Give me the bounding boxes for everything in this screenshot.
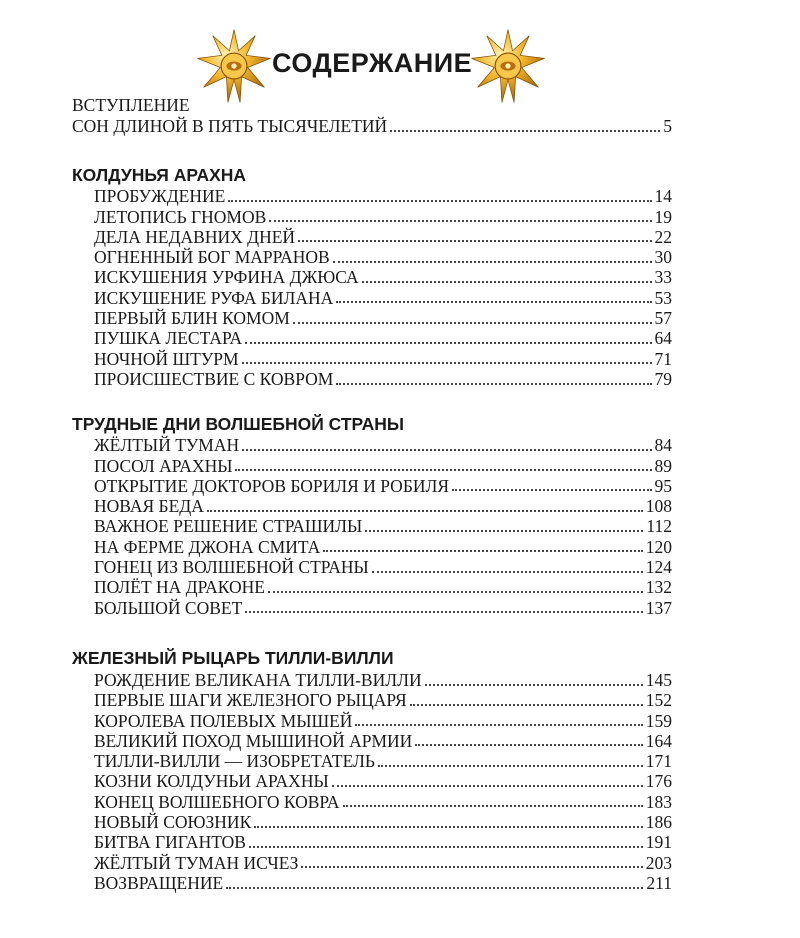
toc-entry[interactable]: [72, 873, 672, 893]
toc-entry[interactable]: [72, 578, 672, 598]
leader-dots: [242, 362, 652, 364]
toc-entry[interactable]: [72, 116, 672, 136]
toc-entry[interactable]: [72, 731, 672, 751]
entry-page: 30: [654, 247, 672, 268]
leader-dots: [268, 591, 643, 593]
entry-page: 84: [654, 435, 672, 456]
entry-title: ОГНЕННЫЙ БОГ МАРРАНОВ: [94, 247, 330, 268]
entry-title: ЛЕТОПИСЬ ГНОМОВ: [94, 206, 267, 227]
entry-page: 152: [645, 690, 672, 711]
toc-entry[interactable]: [72, 187, 672, 207]
entry-title: ВАЖНОЕ РЕШЕНИЕ СТРАШИЛЫ: [94, 516, 363, 537]
entry-title: ПУШКА ЛЕСТАРА: [94, 328, 243, 349]
entry-page: 203: [645, 852, 672, 873]
entry-page: 14: [654, 186, 672, 207]
entry-title: НОВАЯ БЕДА: [94, 496, 204, 517]
entry-page: 33: [654, 267, 672, 288]
entry-page: 145: [645, 669, 672, 690]
entry-page: 191: [645, 832, 672, 853]
leader-dots: [355, 724, 642, 726]
entry-title: ПРОБУЖДЕНИЕ: [94, 186, 226, 207]
entry-page: 171: [645, 751, 672, 772]
entry-page: 95: [654, 475, 672, 496]
entry-title: ПРОИСШЕСТВИЕ С КОВРОМ: [94, 368, 334, 389]
toc-entry[interactable]: [72, 670, 672, 690]
leader-dots: [452, 489, 651, 491]
leader-dots: [362, 281, 652, 283]
entry-page: 108: [645, 496, 672, 517]
leader-dots: [228, 200, 651, 202]
page-title: СОДЕРЖАНИЕ: [272, 48, 473, 78]
part-title: ЖЕЛЕЗНЫЙ РЫЦАРЬ ТИЛЛИ-ВИЛЛИ: [72, 648, 394, 669]
entry-title: ПЕРВЫЕ ШАГИ ЖЕЛЕЗНОГО РЫЦАРЯ: [94, 690, 407, 711]
part-title: КОЛДУНЬЯ АРАХНА: [72, 164, 247, 185]
entry-page: 211: [646, 872, 672, 893]
entry-page: 176: [645, 771, 672, 792]
entry-title: ИСКУШЕНИЕ РУФА БИЛАНА: [94, 287, 334, 308]
toc-entry[interactable]: [72, 247, 672, 267]
entry-title: ПОСОЛ АРАХНЫ: [94, 455, 233, 476]
entry-title: ПОЛЁТ НА ДРАКОНЕ: [94, 577, 265, 598]
toc-entry[interactable]: [72, 557, 672, 577]
part-chapter-list: [72, 670, 672, 893]
entry-title: СОН ДЛИНОЙ В ПЯТЬ ТЫСЯЧЕЛЕТИЙ: [72, 116, 388, 136]
entry-page: 112: [646, 516, 672, 537]
entry-page: 71: [654, 348, 672, 369]
part-title: ТРУДНЫЕ ДНИ ВОЛШЕБНОЙ СТРАНЫ: [72, 413, 405, 434]
entry-title: НА ФЕРМЕ ДЖОНА СМИТА: [94, 536, 321, 557]
entry-page: 5: [663, 116, 672, 136]
entry-page: 137: [645, 597, 672, 618]
toc-entry[interactable]: [72, 436, 672, 456]
leader-dots: [332, 785, 643, 787]
toc-entry[interactable]: [72, 329, 672, 349]
leader-dots: [235, 469, 651, 471]
toc-entry[interactable]: [72, 792, 672, 812]
toc-entry[interactable]: [72, 812, 672, 832]
star-emblem-icon: [470, 28, 546, 104]
leader-dots: [301, 866, 642, 868]
toc-entry[interactable]: [72, 772, 672, 792]
entry-title: ВЕЛИКИЙ ПОХОД МЫШИНОЙ АРМИИ: [94, 730, 413, 751]
toc-entry[interactable]: [72, 268, 672, 288]
toc-entry[interactable]: [72, 288, 672, 308]
entry-page: 64: [654, 328, 672, 349]
leader-dots: [254, 826, 643, 828]
entry-title: ГОНЕЦ ИЗ ВОЛШЕБНОЙ СТРАНЫ: [94, 557, 369, 578]
entry-title: ОТКРЫТИЕ ДОКТОРОВ БОРИЛЯ И РОБИЛЯ: [94, 475, 450, 496]
leader-dots: [293, 322, 652, 324]
entry-page: 19: [654, 206, 672, 227]
leader-dots: [226, 887, 643, 889]
entry-title: ТИЛЛИ-ВИЛЛИ — ИЗОБРЕТАТЕЛЬ: [94, 751, 375, 772]
toc-entry[interactable]: [72, 369, 672, 389]
toc-entry[interactable]: [72, 456, 672, 476]
leader-dots: [425, 684, 643, 686]
toc-entry[interactable]: [72, 476, 672, 496]
toc-entry[interactable]: [72, 308, 672, 328]
leader-dots: [336, 383, 651, 385]
entry-page: 183: [645, 791, 672, 812]
toc-entry[interactable]: [72, 496, 672, 516]
entry-title: НОЧНОЙ ШТУРМ: [94, 348, 239, 369]
entry-page: 186: [645, 812, 672, 833]
toc-entry[interactable]: [72, 711, 672, 731]
entry-page: 79: [654, 368, 672, 389]
entry-page: 89: [654, 455, 672, 476]
entry-title: КОНЕЦ ВОЛШЕБНОГО КОВРА: [94, 791, 340, 812]
entry-page: 164: [645, 730, 672, 751]
toc-entry[interactable]: [72, 349, 672, 369]
leader-dots: [333, 261, 652, 263]
leader-dots: [249, 846, 643, 848]
toc-entry[interactable]: [72, 227, 672, 247]
part-chapter-list: [72, 436, 672, 619]
entry-page: 57: [654, 308, 672, 329]
toc-entry[interactable]: [72, 833, 672, 853]
star-emblem-icon: [196, 28, 272, 104]
leader-dots: [245, 342, 651, 344]
entry-page: 22: [654, 226, 672, 247]
entry-title: ЖЁЛТЫЙ ТУМАН ИСЧЕЗ: [94, 852, 299, 873]
entry-title: БОЛЬШОЙ СОВЕТ: [94, 597, 243, 618]
entry-title: КОЗНИ КОЛДУНЬИ АРАХНЫ: [94, 771, 329, 792]
entry-page: 124: [645, 557, 672, 578]
entry-page: 120: [645, 536, 672, 557]
entry-title: КОРОЛЕВА ПОЛЕВЫХ МЫШЕЙ: [94, 710, 353, 731]
leader-dots: [390, 130, 660, 132]
entry-title: РОЖДЕНИЕ ВЕЛИКАНА ТИЛЛИ-ВИЛЛИ: [94, 669, 422, 690]
entry-title: БИТВА ГИГАНТОВ: [94, 832, 246, 853]
leader-dots: [372, 571, 643, 573]
part-chapter-list: [72, 187, 672, 390]
leader-dots: [242, 449, 651, 451]
entry-page: 159: [645, 710, 672, 731]
entry-title: ЖЁЛТЫЙ ТУМАН: [94, 435, 240, 456]
leader-dots: [269, 220, 651, 222]
table-of-contents: [72, 96, 672, 894]
toc-entry[interactable]: [72, 537, 672, 557]
entry-title: ПЕРВЫЙ БЛИН КОМОМ: [94, 308, 290, 329]
entry-title: ВОЗВРАЩЕНИЕ: [94, 872, 224, 893]
leader-dots: [415, 744, 642, 746]
entry-title: ДЕЛА НЕДАВНИХ ДНЕЙ: [94, 226, 296, 247]
leader-dots: [336, 301, 651, 303]
entry-title: ИСКУШЕНИЯ УРФИНА ДЖЮСА: [94, 267, 359, 288]
leader-dots: [323, 550, 642, 552]
leader-dots: [207, 510, 643, 512]
leader-dots: [343, 805, 643, 807]
toc-entry[interactable]: [72, 207, 672, 227]
entry-page: 132: [645, 577, 672, 598]
toc-entry[interactable]: [72, 751, 672, 771]
toc-entry[interactable]: [72, 517, 672, 537]
leader-dots: [410, 704, 643, 706]
leader-dots: [245, 611, 642, 613]
toc-entry[interactable]: [72, 853, 672, 873]
toc-entry[interactable]: [72, 598, 672, 618]
leader-dots: [378, 765, 643, 767]
entry-title: НОВЫЙ СОЮЗНИК: [94, 812, 252, 833]
entry-page: 53: [654, 287, 672, 308]
leader-dots: [365, 530, 643, 532]
toc-entry[interactable]: [72, 691, 672, 711]
leader-dots: [298, 240, 651, 242]
intro-heading: ВСТУПЛЕНИЕ: [72, 95, 190, 115]
